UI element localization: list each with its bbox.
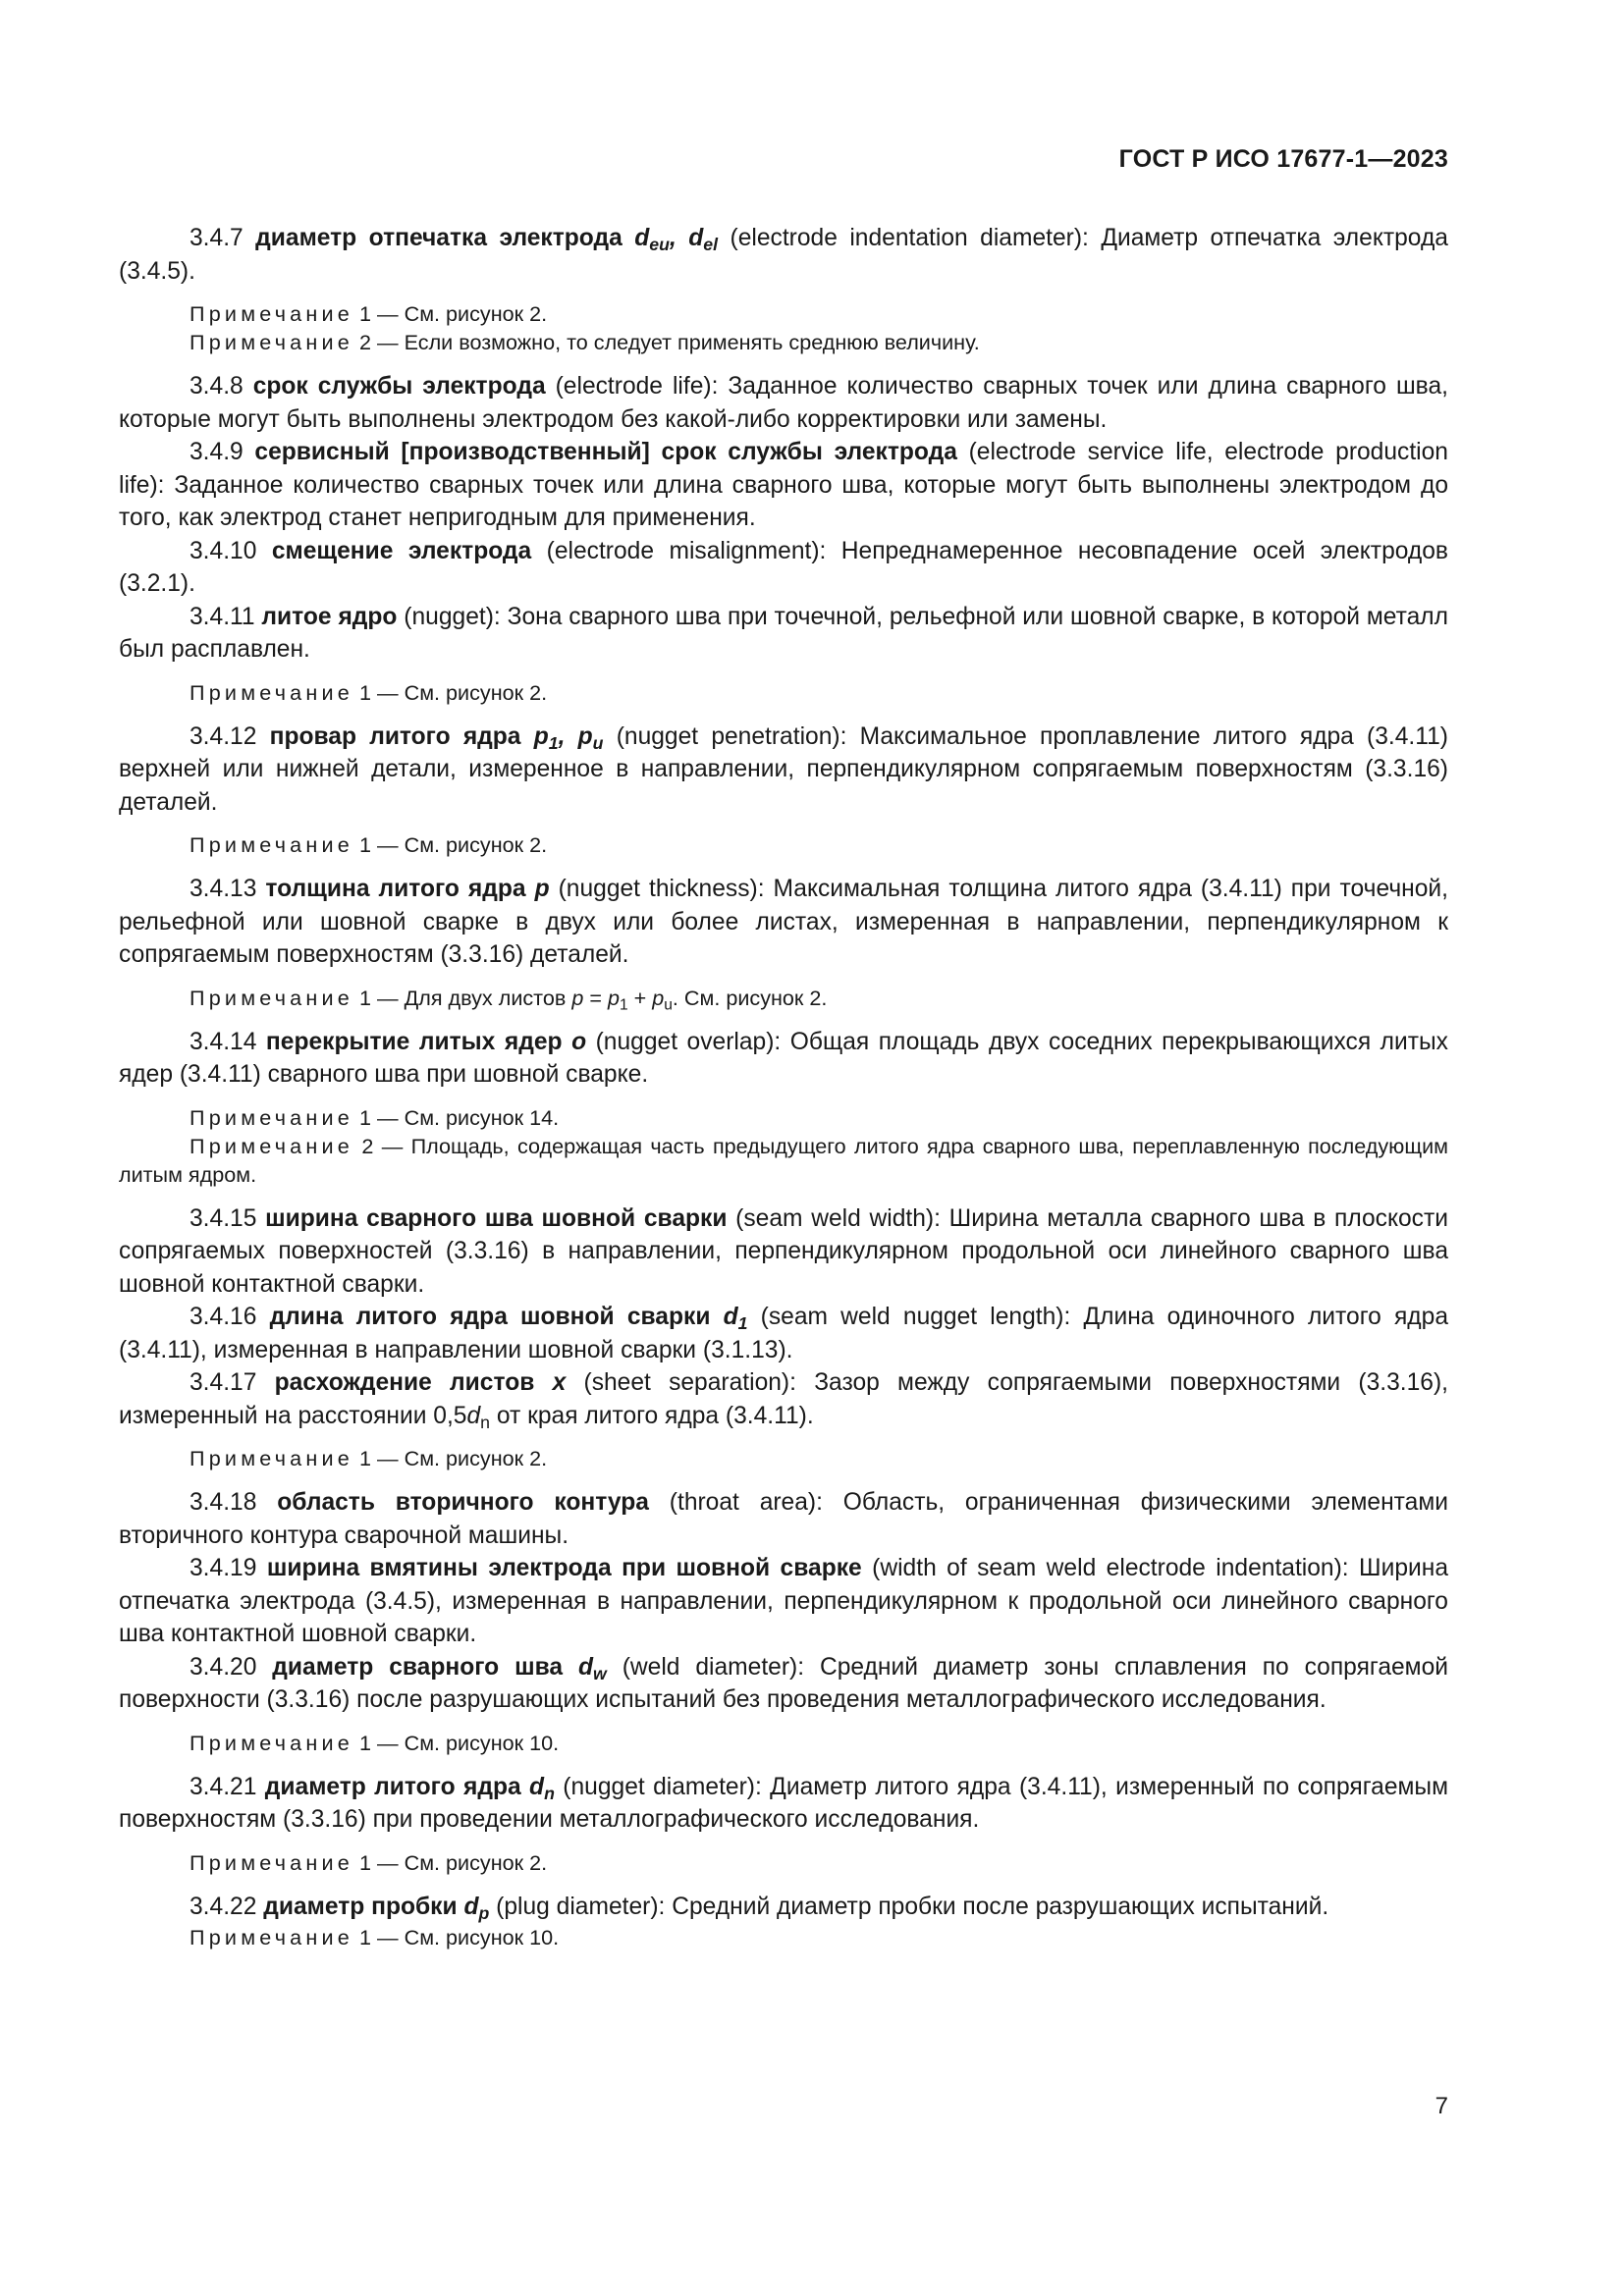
term-3-4-11: 3.4.11 литое ядро (nugget): Зона сварного шва при точечной, рельефной или шовной сварке, в которой металл был расплавлен. (119, 603, 1448, 663)
term-name: толщина литого ядра (265, 876, 526, 902)
note-3-4-14-2: Примечание 2 — Площадь, содержащая часть предыдущего литого ядра сварного шва, переплавленную последующим литым ядром. (119, 1133, 1448, 1187)
note-3-4-7-2: Примечание 2 — Если возможно, то следует применять среднюю величину. (189, 330, 980, 354)
note-3-4-17-1: Примечание 1 — См. рисунок 2. (189, 1446, 548, 1470)
term-3-4-19: 3.4.19 ширина вмятины электрода при шовной сварке (width of seam weld electrode indentation): Ширина отпечатка электрода (3.4.5), измеренная в направлении, перпендикулярном к продольной оси линейного сварного шва контактной шовной сварки. (119, 1555, 1449, 1647)
term-name: перекрытие литых ядер (265, 1028, 563, 1055)
term-symbol: x (552, 1369, 567, 1396)
term-symbol: p (534, 876, 550, 902)
term-symbol: o (571, 1028, 587, 1055)
note-3-4-7-1: Примечание 1 — См. рисунок 2. (189, 301, 548, 326)
term-3-4-18: 3.4.18 область вторичного контура (throat area): Область, ограниченная физическими элементами вторичного контура сварочной машины. (119, 1489, 1448, 1549)
term-3-4-17: 3.4.17 расхождение листов x (sheet separation): Зазор между сопрягаемыми поверхностями (3.3.16), измеренный на расстоянии $0,5d_n$ от края литого ядра (3.4.11). (119, 1369, 1448, 1432)
document-code-header: ГОСТ Р ИСО 17677-1—2023 (1118, 145, 1448, 173)
note-3-4-11-1: Примечание 1 — См. рисунок 2. (189, 679, 548, 705)
note-3-4-12-1: Примечание 1 — См. рисунок 2. (189, 832, 548, 857)
term-name: смещение электрода (271, 537, 532, 564)
term-3-4-10: 3.4.10 смещение электрода (electrode misalignment): Непреднамеренное несовпадение осей электродов (3.2.1). (119, 537, 1448, 597)
term-3-4-9: 3.4.9 сервисный [производственный] срок службы электрода (electrode service life, electrode production life): Заданное количество сварных точек или длина сварного шва, которые могут быть выполнены электродом до того, как электрод станет непригодным для применения. (119, 439, 1448, 531)
note-3-4-20-1: Примечание 1 — См. рисунок 10. (189, 1730, 560, 1755)
term-symbol: $d_n$ (529, 1773, 555, 1803)
terms-section (119, 222, 1448, 1951)
term-name: ширина сварного шва шовной сварки (265, 1204, 728, 1232)
term-name: область вторичного контура (277, 1489, 649, 1516)
term-name: срок службы электрода (252, 373, 546, 400)
term-name: диаметр сварного шва (272, 1653, 564, 1681)
term-3-4-7: 3.4.7 диаметр отпечатка электрода $d_{eu}$, $d_{el}$ (electrode indentation diameter): Диаметр отпечатка электрода (3.4.5). (119, 225, 1448, 285)
term-3-4-22: 3.4.22 диаметр пробки $d_p$ (plug diameter): Средний диаметр пробки после разрушающих испытаний. (189, 1893, 1329, 1923)
term-name: диаметр отпечатка электрода (255, 225, 623, 251)
term-symbol: $d_{eu}$, $d_{el}$ (634, 225, 719, 254)
note-3-4-21-1: Примечание 1 — См. рисунок 2. (189, 1849, 548, 1875)
term-name: сервисный [производственный] срок службы электрода (254, 439, 957, 465)
note-3-4-14-1: Примечание 1 — См. рисунок 14. (189, 1104, 560, 1130)
term-3-4-14: 3.4.14 перекрытие литых ядер o (nugget overlap): Общая площадь двух соседних перекрывающихся литых ядер (3.4.11) сварного шва при шовной сварке. (119, 1028, 1448, 1088)
term-3-4-12: 3.4.12 провар литого ядра $p_1$, $p_u$ (nugget penetration): Максимальное проплавление литого ядра (3.4.11) верхней или нижней детали, измеренное в направлении, перпендикулярном сопрягаемым поверхностям (3.3.16) деталей. (119, 722, 1448, 816)
term-name: диаметр пробки (263, 1893, 458, 1920)
term-name: диаметр литого ядра (264, 1773, 521, 1800)
term-name: ширина вмятины электрода при шовной сварке (266, 1555, 862, 1581)
term-3-4-8: 3.4.8 срок службы электрода (electrode life): Заданное количество сварных точек или длина сварного шва, которые могут быть выполнены электродом без какой-либо корректировки или замены. (119, 373, 1448, 433)
note-3-4-22-1: Примечание 1 — См. рисунок 10. (189, 1925, 560, 1949)
term-3-4-13: 3.4.13 толщина литого ядра p (nugget thickness): Максимальная толщина литого ядра (3.4.11) при точечной, рельефной или шовной сварке в двух или более листах, измеренная в направлении, перпендикулярном к сопрягаемым поверхностям (3.3.16) деталей. (119, 876, 1448, 968)
term-symbol: $d_p$ (463, 1893, 490, 1923)
page-number: 7 (1435, 2093, 1448, 2119)
term-3-4-15: 3.4.15 ширина сварного шва шовной сварки (seam weld width): Ширина металла сварного шва в плоскости сопрягаемых поверхностей (3.3.16) в направлении, перпендикулярном продольной оси линейного сварного шва шовной контактной сварки. (119, 1204, 1448, 1298)
term-symbol: $d_w$ (577, 1653, 607, 1683)
document-page (119, 0, 1448, 2296)
note-3-4-13-1: Примечание 1 — Для двух листов $p = p_1 + p_u$. См. рисунок 2. (189, 985, 828, 1013)
term-symbol: $d_1$ (723, 1304, 748, 1333)
term-3-4-21: 3.4.21 диаметр литого ядра $d_n$ (nugget diameter): Диаметр литого ядра (3.4.11), измеренный по сопрягаемым поверхностям (3.3.16) при проведении металлографического исследования. (119, 1773, 1448, 1833)
term-symbol: $p_1$, $p_u$ (533, 722, 604, 753)
term-name: расхождение листов (274, 1369, 535, 1396)
term-name: длина литого ядра шовной сварки (269, 1304, 711, 1330)
term-name: литое ядро (261, 603, 398, 630)
term-3-4-20: 3.4.20 диаметр сварного шва $d_w$ (weld diameter): Средний диаметр зоны сплавления по сопрягаемой поверхности (3.3.16) после разрушающих испытаний без проведения металлографического исследования. (119, 1653, 1449, 1713)
term-name: провар литого ядра (269, 722, 521, 750)
term-3-4-16: 3.4.16 длина литого ядра шовной сварки $d_1$ (seam weld nugget length): Длина одиночного литого ядра (3.4.11), измеренная в направлении шовной сварки (3.1.13). (119, 1304, 1448, 1363)
